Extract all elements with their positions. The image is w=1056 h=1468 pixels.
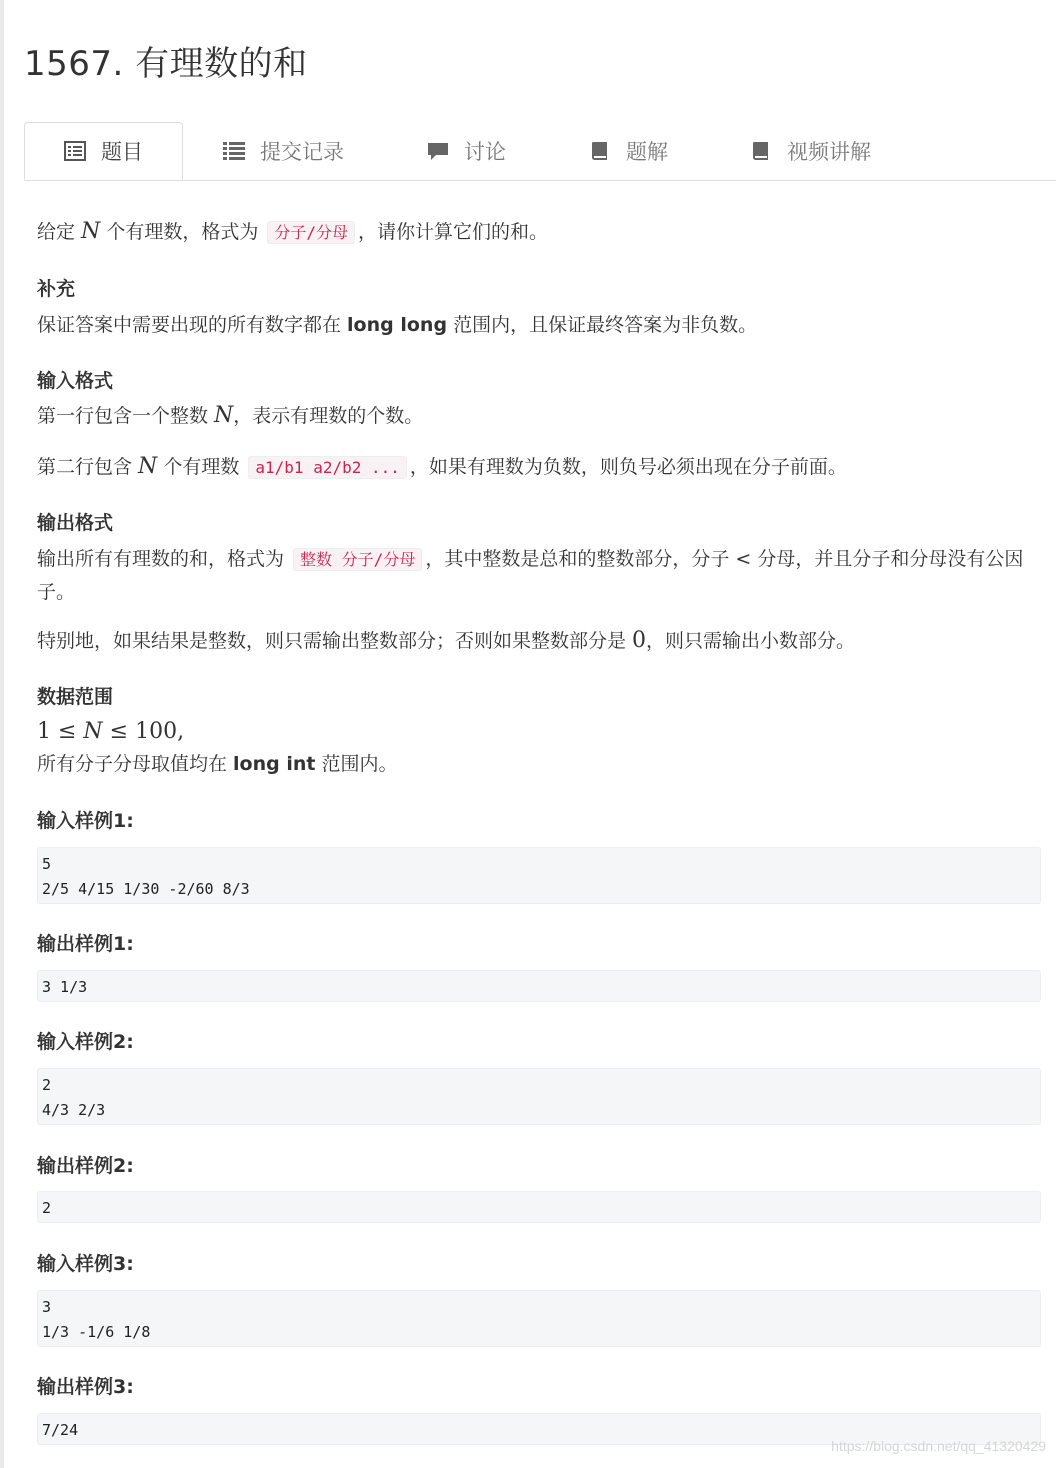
list-alt-icon [63,139,87,163]
tab-label: 提交记录 [260,140,344,164]
math-var: N [214,403,234,428]
watermark: https://blog.csdn.net/qq_41320429 [831,1438,1046,1454]
sample-heading: 输出样例3: [37,1376,134,1398]
math-var: N [138,454,158,479]
sample-code-block[interactable]: 5 2/5 4/15 1/30 -2/60 8/3 [37,847,1041,904]
tab-solutions[interactable] [588,122,668,180]
inline-code: a1/b1 a2/b2 ... [248,456,407,479]
range-heading: 数据范围 [37,686,114,708]
tab-problem[interactable] [24,122,183,180]
tab-bar [24,122,1056,181]
comment-icon [426,139,450,163]
tab-submissions[interactable] [222,122,344,180]
sample-heading: 输出样例1: [37,933,134,955]
output-format-heading: 输出格式 [37,512,114,534]
sample-heading: 输入样例1: [37,810,134,832]
page-title: 1567. 有理数的和 [24,44,308,84]
math-number: 0 [632,628,647,653]
sample-code-block[interactable]: 3 1/3 -1/6 1/8 [37,1290,1041,1347]
input-format-heading: 输入格式 [37,370,114,392]
sample-code-block[interactable]: 3 1/3 [37,970,1041,1002]
tab-video[interactable] [749,122,871,180]
description: 给定 N 个有理数，格式为 分子/分母 ，请你计算它们的和。 [37,219,549,244]
inline-code: 整数 分子/分母 [293,548,422,571]
sample-heading: 输入样例3: [37,1253,134,1275]
tab-discussion[interactable] [426,122,506,180]
supplement-text: 保证答案中需要出现的所有数字都在 long long 范围内，且保证最终答案为非负数。 [37,314,758,336]
output-format-line2: 特别地，如果结果是整数，则只需输出整数部分；否则如果整数部分是 0，则只需输出小数部分。 [37,628,856,653]
sample-heading: 输出样例2: [37,1155,134,1177]
sample-code-block[interactable]: 2 4/3 2/3 [37,1068,1041,1125]
sample-code-block[interactable]: 2 [37,1191,1041,1223]
math-var: N [83,719,103,744]
tab-label: 视频讲解 [787,140,871,164]
supplement-heading: 补充 [37,278,76,300]
tab-label: 题解 [626,140,668,164]
book-icon [749,139,773,163]
list-icon [222,139,246,163]
sample-code-block[interactable]: 7/24 [37,1413,1041,1445]
tab-label: 题目 [101,140,143,164]
inline-code: 分子/分母 [267,221,355,244]
sample-heading: 输入样例2: [37,1031,134,1053]
input-format-line2: 第二行包含 N 个有理数 a1/b1 a2/b2 ... ，如果有理数为负数，则负号必须出现在分子前面。 [37,454,847,479]
range-formula: 1 ≤ N ≤ 100, [37,719,185,744]
output-format-line1: 输出所有有理数的和，格式为 整数 分子/分母 ，其中整数是总和的整数部分，分子 < 分母，并且分子和分母没有公因子。 [37,548,1024,603]
left-edge-border [0,0,4,1468]
range-text: 所有分子分母取值均在 long int 范围内。 [37,753,398,775]
input-format-line1: 第一行包含一个整数 N，表示有理数的个数。 [37,403,424,428]
tab-label: 讨论 [464,140,506,164]
book-icon [588,139,612,163]
math-var: N [81,219,101,244]
